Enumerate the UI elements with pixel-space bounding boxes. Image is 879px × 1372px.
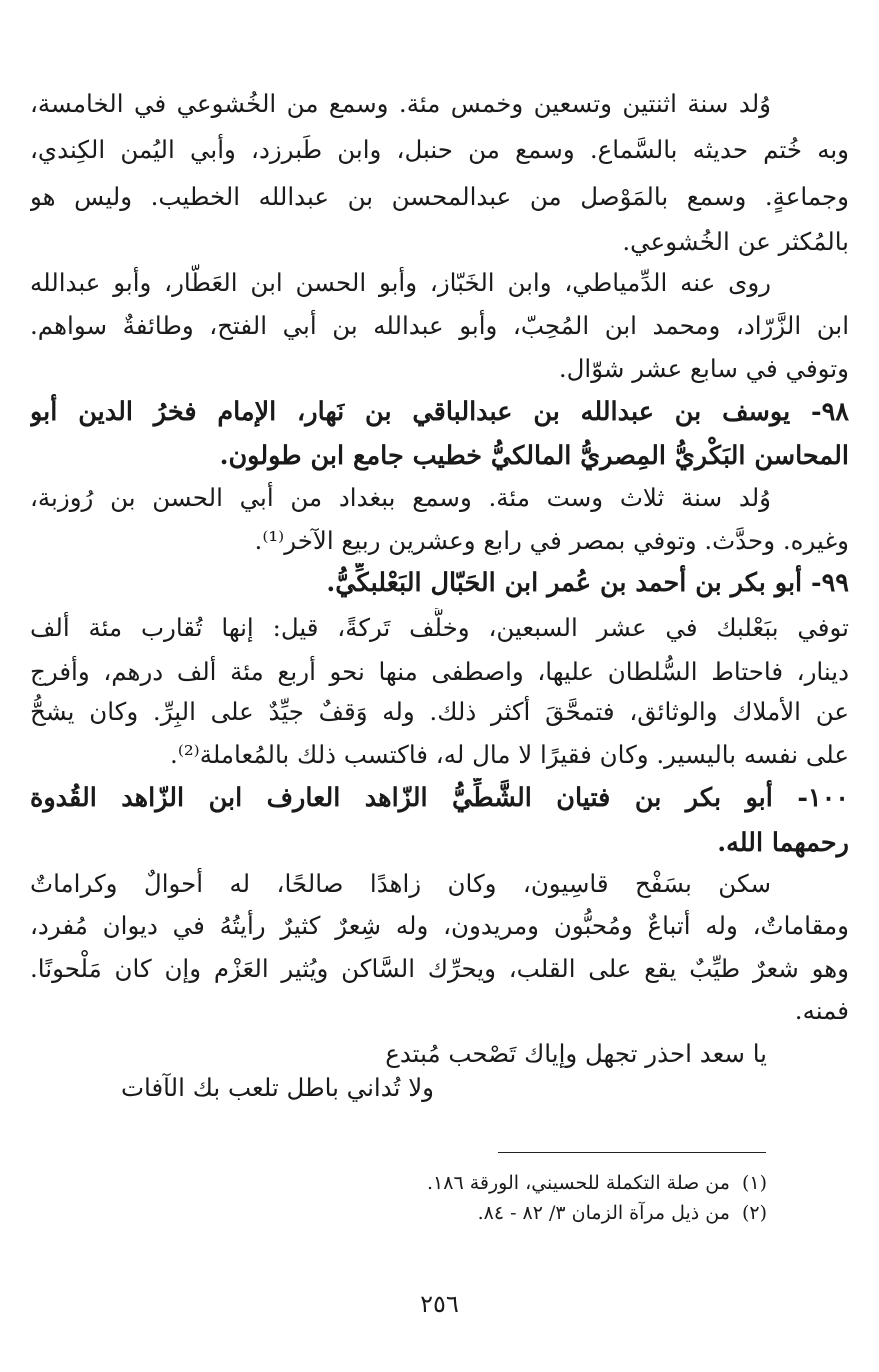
- footnote-separator: [498, 1152, 766, 1153]
- body-line: دينار، فاحتاط السُّلطان عليها، واصطفى منها نحو أربع مئة ألف درهم، وأفرج: [30, 657, 849, 686]
- body-line: على نفسه باليسير. وكان فقيرًا لا مال له، فاكتسب ذلك بالمُعاملة⁽²⁾.: [170, 740, 849, 769]
- body-line: وبه خُتم حديثه بالسَّماع. وسمع من حنبل، وابن طَبرزد، وأبي اليُمن الكِندي،: [30, 135, 849, 164]
- footnote-2: [478, 1200, 767, 1226]
- poem-hemistich-1: يا سعد احذر تجهل وإياك تَصْحب مُبتدع: [385, 1039, 767, 1068]
- body-line: فمنه.: [794, 996, 849, 1025]
- body-line: عن الأملاك والوثائق، فتمحَّقَ أكثر ذلك. وله وَقفٌ جيِّدٌ على البِرِّ. وكان يشحُّ: [30, 697, 849, 726]
- entry-heading-98-cont: المحاسن البَكْريُّ المِصريُّ المالكيُّ خطيب جامع ابن طولون.: [219, 441, 849, 471]
- poem-hemistich-2: ولا تُداني باطل تلعب بك الآفات: [120, 1073, 434, 1102]
- footnote-number: (١): [741, 1172, 767, 1194]
- footnote-number: (٢): [741, 1202, 767, 1224]
- body-line: ابن الزَّرّاد، ومحمد ابن المُحِبّ، وأبو عبدالله بن أبي الفتح، وطائفةٌ سواهم.: [30, 311, 849, 340]
- entry-heading-99: ٩٩- أبو بكر بن أحمد بن عُمر ابن الحَبّال البَعْلبكِّيُّ.: [326, 568, 849, 598]
- body-line: وجماعةٍ. وسمع بالمَوْصل من عبدالمحسن بن عبدالله الخطيب. وليس هو: [30, 182, 849, 211]
- body-line: وُلد سنة ثلاث وست مئة. وسمع ببغداد من أبي الحسن بن رُوزبة،: [30, 483, 771, 512]
- body-line: توفي ببَعْلبك في عشر السبعين، وخلَّف تَركةً، قيل: إنها تُقارب مئة ألف: [30, 613, 849, 642]
- body-line: ومقاماتٌ، وله أتباعٌ ومُحبُّون ومريدون، وله شِعرٌ كثيرٌ رأيتُهُ في ديوان مُفرد،: [30, 911, 849, 940]
- footnote-text: من صلة التكملة للحسيني، الورقة ١٨٦.: [427, 1172, 730, 1194]
- entry-heading-100-cont: رحمهما الله.: [717, 828, 849, 858]
- body-line: بالمُكثر عن الخُشوعي.: [622, 227, 849, 256]
- body-line: وتوفي في سابع عشر شوّال.: [558, 354, 849, 383]
- footnote-text: من ذيل مرآة الزمان ٣/ ٨٢ - ٨٤.: [477, 1202, 730, 1224]
- body-line: وُلد سنة اثنتين وتسعين وخمس مئة. وسمع من الخُشوعي في الخامسة،: [30, 89, 771, 118]
- entry-heading-100: ١٠٠- أبو بكر بن فتيان الشَّطِّيُّ الزّاهد العارف ابن الزّاهد القُدوة: [30, 783, 849, 813]
- body-line: سكن بسَفْح قاسِيون، وكان زاهدًا صالحًا، له أحوالٌ وكراماتٌ: [30, 869, 771, 898]
- body-line: وغيره. وحدَّث. وتوفي بمصر في رابع وعشرين ربيع الآخر⁽¹⁾.: [254, 526, 849, 555]
- entry-heading-98: ٩٨- يوسف بن عبدالله بن عبدالباقي بن نَهار، الإمام فخرُ الدين أبو: [30, 397, 849, 427]
- page-number: ٢٥٦: [420, 1290, 459, 1318]
- footnote-1: [427, 1170, 767, 1196]
- body-line: روى عنه الدِّمياطي، وابن الخَبّاز، وأبو الحسن ابن العَطّار، وأبو عبدالله: [30, 268, 771, 297]
- body-line: وهو شعرٌ طيِّبٌ يقع على القلب، ويحرِّك السَّاكن ويُثير العَزْم وإن كان مَلْحونًا.: [30, 954, 849, 983]
